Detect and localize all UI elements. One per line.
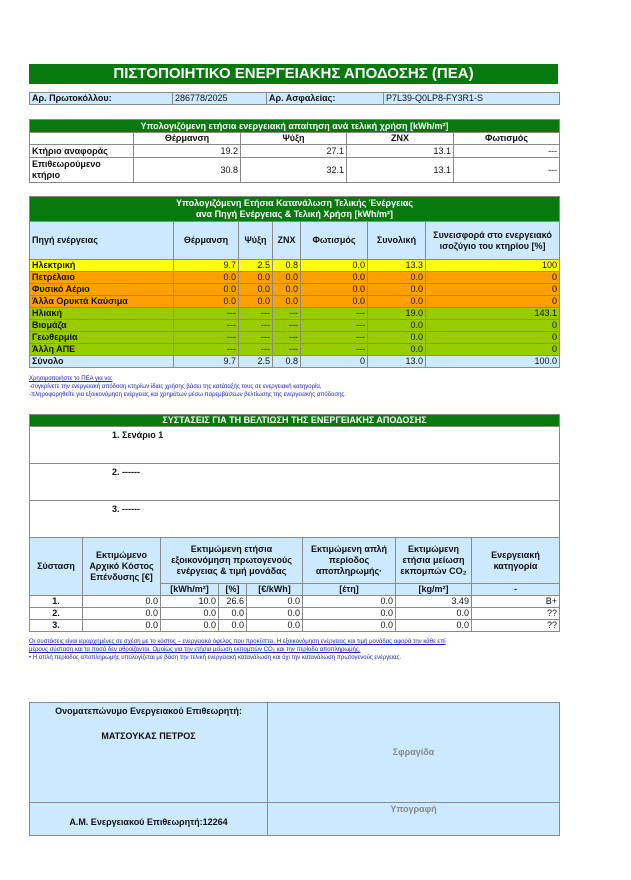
recommendation-item: 1. Σενάριο 1 — [30, 427, 560, 464]
value-cell: --- — [239, 308, 273, 320]
recommendation-id: 2. — [30, 608, 83, 620]
column-header: Εκτιμώμενη απλή περίοδος αποπληρωμής· — [303, 538, 396, 584]
column-header: Φωτισμός — [301, 222, 368, 260]
value-cell: --- — [239, 332, 273, 344]
value-cell: --- — [174, 344, 239, 356]
certificate-title: ΠΙΣΤΟΠΟΙΗΤΙΚΟ ΕΝΕΡΓΕΙΑΚΗΣ ΑΠΟΔΟΣΗΣ (ΠΕΑ) — [29, 64, 558, 84]
value-cell: 0.0 — [301, 260, 368, 272]
value-cell: 0 — [426, 284, 560, 296]
row-label: Κτήριο αναφοράς — [30, 145, 134, 158]
recommendation-row — [30, 620, 560, 632]
unit-header: [kg/m²] — [396, 584, 472, 596]
signature-cell: Υπογραφή — [268, 803, 560, 836]
column-header: Πηγή ενέργειας — [30, 222, 174, 260]
value-cell: 32.1 — [241, 158, 347, 183]
value-cell: 0.0 — [161, 620, 219, 632]
table-row — [30, 158, 560, 183]
column-header: Συνεισφορά στο ενεργειακό ισοζύγιο του κτηρίου [%] — [426, 222, 560, 260]
recommendation-item: 2. ------ — [30, 464, 560, 501]
energy-source-label: Άλλα Ορυκτά Καύσιμα — [30, 296, 174, 308]
column-header: Συνολική — [368, 222, 426, 260]
value-cell: 0 — [426, 296, 560, 308]
value-cell: 0 — [426, 320, 560, 332]
column-header: Εκτιμώμενη ετήσια εξοικονόμηση πρωτογενούς ενέργειας & τιμή μονάδας — [161, 538, 303, 584]
value-cell: 0.0 — [83, 620, 161, 632]
column-header: Ενεργειακή κατηγορία — [472, 538, 560, 584]
unit-header: - — [472, 584, 560, 596]
energy-source-label: Ηλιακή — [30, 308, 174, 320]
unit-header: [€/kWh] — [247, 584, 303, 596]
value-cell: --- — [273, 344, 301, 356]
value-cell: 0 — [426, 272, 560, 284]
value-cell: 9.7 — [174, 260, 239, 272]
column-header: Ψύξη — [241, 133, 347, 145]
column-header — [30, 133, 134, 145]
value-cell: 27.1 — [241, 145, 347, 158]
recommendation-item: 3. ------ — [30, 501, 560, 538]
value-cell: 0.0 — [368, 272, 426, 284]
inspector-table — [29, 702, 560, 836]
stamp-cell: Σφραγίδα — [268, 703, 560, 803]
column-header: Εκτιμώμενη ετήσια μείωση εκπομπών CO₂ — [396, 538, 472, 584]
value-cell: 0.0 — [83, 608, 161, 620]
value-cell: 13.0 — [368, 356, 426, 368]
energy-source-row — [30, 296, 560, 308]
table-row — [30, 145, 560, 158]
energy-source-row — [30, 356, 560, 368]
value-cell: 0.0 — [247, 620, 303, 632]
column-header: Εκτιμώμενο Αρχικό Κόστος Επένδυσης [€] — [83, 538, 161, 596]
value-cell: 0.0 — [301, 284, 368, 296]
value-cell: --- — [454, 158, 560, 183]
energy-source-label: Σύνολο — [30, 356, 174, 368]
value-cell: 0.0 — [247, 596, 303, 608]
value-cell: 0.0 — [368, 296, 426, 308]
energy-source-row — [30, 332, 560, 344]
value-cell: --- — [273, 332, 301, 344]
energy-demand-header: Υπολογιζόμενη ετήσια ενεργειακή απαίτηση ανά τελική χρήση [kWh/m²] — [30, 120, 560, 133]
value-cell: 0.0 — [174, 284, 239, 296]
value-cell: 0.0 — [273, 296, 301, 308]
value-cell: 26.6 — [219, 596, 247, 608]
value-cell: 3.49 — [396, 596, 472, 608]
value-cell: 0 — [426, 344, 560, 356]
energy-source-row — [30, 260, 560, 272]
usage-notes — [29, 375, 346, 399]
value-cell: --- — [174, 320, 239, 332]
value-cell: 0.0 — [396, 620, 472, 632]
inspector-name: ΜΑΤΣΟΥΚΑΣ ΠΕΤΡΟΣ — [101, 731, 196, 741]
protocol-label: Αρ. Πρωτοκόλλου: — [30, 93, 173, 105]
value-cell: 0.0 — [219, 608, 247, 620]
value-cell: --- — [273, 308, 301, 320]
energy-demand-table — [29, 119, 560, 183]
usage-note: Χρησιμοποιήστε το ΠΕΑ για να: — [29, 376, 113, 382]
value-cell: --- — [301, 344, 368, 356]
column-header: Θέρμανση — [174, 222, 239, 260]
value-cell: --- — [174, 332, 239, 344]
recommendation-notes — [29, 638, 446, 662]
value-cell: 0.0 — [83, 596, 161, 608]
value-cell: 0.0 — [239, 272, 273, 284]
column-header: Ψύξη — [239, 222, 273, 260]
value-cell: ?? — [472, 620, 560, 632]
value-cell: 13.3 — [368, 260, 426, 272]
energy-source-label: Ηλεκτρική — [30, 260, 174, 272]
recommendation-id: 3. — [30, 620, 83, 632]
recommendations-header: ΣΥΣΤΑΣΕΙΣ ΓΙΑ ΤΗ ΒΕΛΤΙΩΣΗ ΤΗΣ ΕΝΕΡΓΕΙΑΚΗΣ ΑΠΟΔΟΣΗΣ — [30, 415, 560, 427]
recommendation-note: Οι συστάσεις είναι ιεραρχημένες σε σχέση με το κόστος – ενεργειακό όφελος που προκύπτει. Η εξοικονόμηση ενέργειας και τιμή μονάδας αφορά την κάθε επί — [29, 639, 446, 645]
value-cell: 143.1 — [426, 308, 560, 320]
value-cell: 2.5 — [239, 260, 273, 272]
value-cell: 19.2 — [134, 145, 241, 158]
recommendation-note: • Η απλή περίοδος αποπληρωμής υπολογίζεται με βάση την τελική ενεργειακή κατανάλωση και όχι την κατανάλωση πρωτογενούς ενέργειας. — [29, 655, 402, 661]
value-cell: --- — [273, 320, 301, 332]
inspector-name-label: Ονοματεπώνυμο Ενεργειακού Επιθεωρητή: — [55, 706, 242, 716]
value-cell: 0.0 — [174, 296, 239, 308]
value-cell: 10.0 — [161, 596, 219, 608]
value-cell: 13.1 — [347, 145, 454, 158]
energy-source-label: Άλλη ΑΠΕ — [30, 344, 174, 356]
value-cell: --- — [239, 344, 273, 356]
value-cell: 19.0 — [368, 308, 426, 320]
value-cell: 0.0 — [303, 608, 396, 620]
insurance-label: Αρ. Ασφαλείας: — [267, 93, 384, 105]
energy-consumption-table — [29, 196, 560, 368]
value-cell: 0.0 — [273, 272, 301, 284]
value-cell: ?? — [472, 608, 560, 620]
unit-header: [%] — [219, 584, 247, 596]
value-cell: 0.0 — [396, 608, 472, 620]
value-cell: 100.0 — [426, 356, 560, 368]
row-label: Επιθεωρούμενο κτήριο — [30, 158, 134, 183]
energy-source-label: Βιομάζα — [30, 320, 174, 332]
column-header: ZNX — [273, 222, 301, 260]
energy-source-row — [30, 284, 560, 296]
usage-note: -πληροφορηθείτε για εξοικονόμηση ενέργειας και χρημάτων μέσω παρεμβάσεων βελτίωσης της ενεργειακής απόδοσης. — [29, 392, 346, 398]
value-cell: 0.0 — [368, 284, 426, 296]
value-cell: 0.0 — [219, 620, 247, 632]
recommendation-id: 1. — [30, 596, 83, 608]
header-line-1: Υπολογιζόμενη Ετήσια Κατανάλωση Τελικής Ένέργειας — [175, 198, 414, 208]
inspector-name-cell — [30, 703, 268, 803]
value-cell: 0.0 — [368, 320, 426, 332]
value-cell: --- — [301, 308, 368, 320]
value-cell: 2.5 — [239, 356, 273, 368]
energy-source-label: Γεωθερμία — [30, 332, 174, 344]
value-cell: 0.0 — [303, 620, 396, 632]
value-cell: 0.0 — [301, 296, 368, 308]
value-cell: 0.0 — [239, 284, 273, 296]
energy-source-row — [30, 344, 560, 356]
value-cell: 30.8 — [134, 158, 241, 183]
value-cell: 0.0 — [161, 608, 219, 620]
energy-source-label: Πετρέλαιο — [30, 272, 174, 284]
value-cell: 0.0 — [368, 332, 426, 344]
energy-source-row — [30, 320, 560, 332]
value-cell: 0.8 — [273, 356, 301, 368]
inspector-registry-number: Α.Μ. Ενεργειακού Επιθεωρητή:12264 — [30, 803, 268, 836]
energy-consumption-header — [30, 197, 560, 222]
value-cell: B+ — [472, 596, 560, 608]
recommendations-table — [29, 414, 560, 632]
certificate-ids — [29, 92, 560, 105]
value-cell: --- — [454, 145, 560, 158]
value-cell: --- — [174, 308, 239, 320]
recommendation-note: μέρους σύσταση και τα ποσά δεν αθροίζονται. Ομοίως για την ετήσια μείωση εκπομπών CO₂ και την περίοδο αποπληρωμής. — [29, 647, 361, 653]
value-cell: --- — [301, 320, 368, 332]
header-line-2: ανα Πηγή Ενέργειας & Τελική Χρήση [kWh/m²] — [196, 209, 394, 219]
value-cell: 0.0 — [273, 284, 301, 296]
value-cell: 0.8 — [273, 260, 301, 272]
recommendation-row — [30, 596, 560, 608]
column-header: ZNX — [347, 133, 454, 145]
value-cell: 0.0 — [301, 272, 368, 284]
value-cell: 9.7 — [174, 356, 239, 368]
value-cell: 0 — [301, 356, 368, 368]
value-cell: 100 — [426, 260, 560, 272]
usage-note: -συγκρίνετε την ενεργειακή απόδοση κτηρίων ίδιας χρήσης βάσει της κατάταξής τους σε ενεργειακή κατηγορία, — [29, 384, 322, 390]
value-cell: 0.0 — [174, 272, 239, 284]
column-header: Φωτισμός — [454, 133, 560, 145]
unit-header: [kWh/m²] — [161, 584, 219, 596]
value-cell: 13.1 — [347, 158, 454, 183]
energy-source-row — [30, 308, 560, 320]
protocol-value: 286778/2025 — [173, 93, 267, 105]
value-cell: --- — [301, 332, 368, 344]
energy-source-label: Φυσικό Αέριο — [30, 284, 174, 296]
column-header: Σύσταση — [30, 538, 83, 596]
unit-header: [έτη] — [303, 584, 396, 596]
energy-source-row — [30, 272, 560, 284]
insurance-value: P7L39-Q0LP8-FY3R1-S — [384, 93, 560, 105]
value-cell: 0.0 — [239, 296, 273, 308]
value-cell: --- — [239, 320, 273, 332]
column-header: Θέρμανση — [134, 133, 241, 145]
recommendation-row — [30, 608, 560, 620]
value-cell: 0.0 — [368, 344, 426, 356]
value-cell: 0.0 — [247, 608, 303, 620]
value-cell: 0 — [426, 332, 560, 344]
value-cell: 0.0 — [303, 596, 396, 608]
